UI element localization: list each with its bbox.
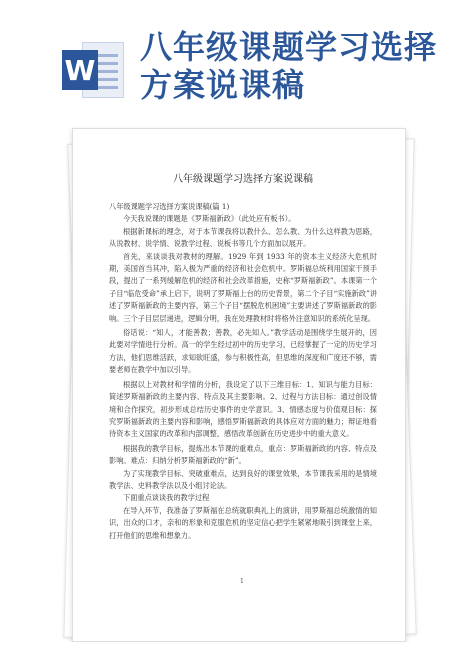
paragraph: 首先，来谈谈我对教材的理解。1929 年到 1933 年的资本主义经济大危机时期，美国首当其冲，陷入极为严重的经济和社会危机中。罗斯福总统利用国家干预手段，提出了一系列缓解危机的经济和社会改革措施，史称“罗斯福新政”。本课第一个子目“临危受命”承上启下，说明了罗斯福上台的历史背景，第二个子目“实施新政”讲述了罗斯福新政的主要内容，第三个子目“摆脱危机困境”主要讲述了罗斯福新政的影响。三个子目层层递进，逻辑分明，我在处理教材时将格外注意知识的系统化呈现。 — [109, 251, 377, 323]
paragraph: 根据新课标的理念，对于本节课我将以教什么、怎么教、为什么这样教为思路，从说教材、说学情、说教学过程、说板书等几个方面加以展开。 — [109, 226, 377, 249]
page-title: 八年级课题学习选择方案说课稿 — [173, 174, 313, 185]
paragraph: 根据以上对教材和学情的分析，我设定了以下三维目标：1、知识与能力目标：简述罗斯福新政的主要内容、特点及其主要影响。2、过程与方法目标：通过创设情境和合作探究，初步形成总结历史事件的史学意识。3、情感态度与价值观目标：探究罗斯福新政的主要内容和影响，感悟罗斯福新政的具体应对方面的魅力；辩证地看待资本主义国家的改革和内部调整，感悟改革创新在历史进步中的重大意义。 — [109, 379, 377, 439]
paragraph: 今天我说课的课题是《罗斯福新政》（此处应有板书）。 — [123, 214, 296, 224]
page-subtitle: 八年级课题学习选择方案说课稿(篇 1) — [109, 202, 230, 211]
page-number: 1 — [240, 578, 244, 585]
paragraph: 俗话说：“知人，才能善教；善教，必先知人。”教学活动是围绕学生展开的，因此要对学情进行分析。高一的学生经过初中的历史学习，已经掌握了一定的历史学习方法，他们思维活跃，求知欲旺盛，参与积极性高，但思维的深度和广度还不够，需要老师在教学中加以引导。 — [109, 328, 377, 375]
paragraph: 为了实现教学目标、突破重难点，达到良好的课堂效果，本节课我采用的是情境教学法、史料教学法以及小组讨论法。 — [109, 468, 377, 490]
paragraph: 根据我的教学目标，提炼出本节课的重难点，重点：罗斯福新政的内容、特点及影响。难点：归纳分析罗斯福新政的“新”。 — [109, 443, 377, 466]
bottom-margin — [0, 642, 474, 669]
paragraph: 下面重点谈谈我的教学过程 — [123, 493, 210, 503]
document-heading: 八年级课题学习选择方案说课稿 — [140, 28, 438, 104]
word-icon-letter: W — [62, 50, 98, 90]
paragraph: 在导入环节，我准备了罗斯福在总统就职典礼上的演讲，用罗斯福总统激情的知识，出众的口才，亲和的形象和克服危机的坚定信心把学生紧紧地吸引到课堂上来，打开他们的思维和想象力。 — [109, 505, 377, 540]
word-document-icon — [62, 40, 124, 100]
document-page — [72, 128, 406, 642]
header-banner — [0, 0, 474, 120]
